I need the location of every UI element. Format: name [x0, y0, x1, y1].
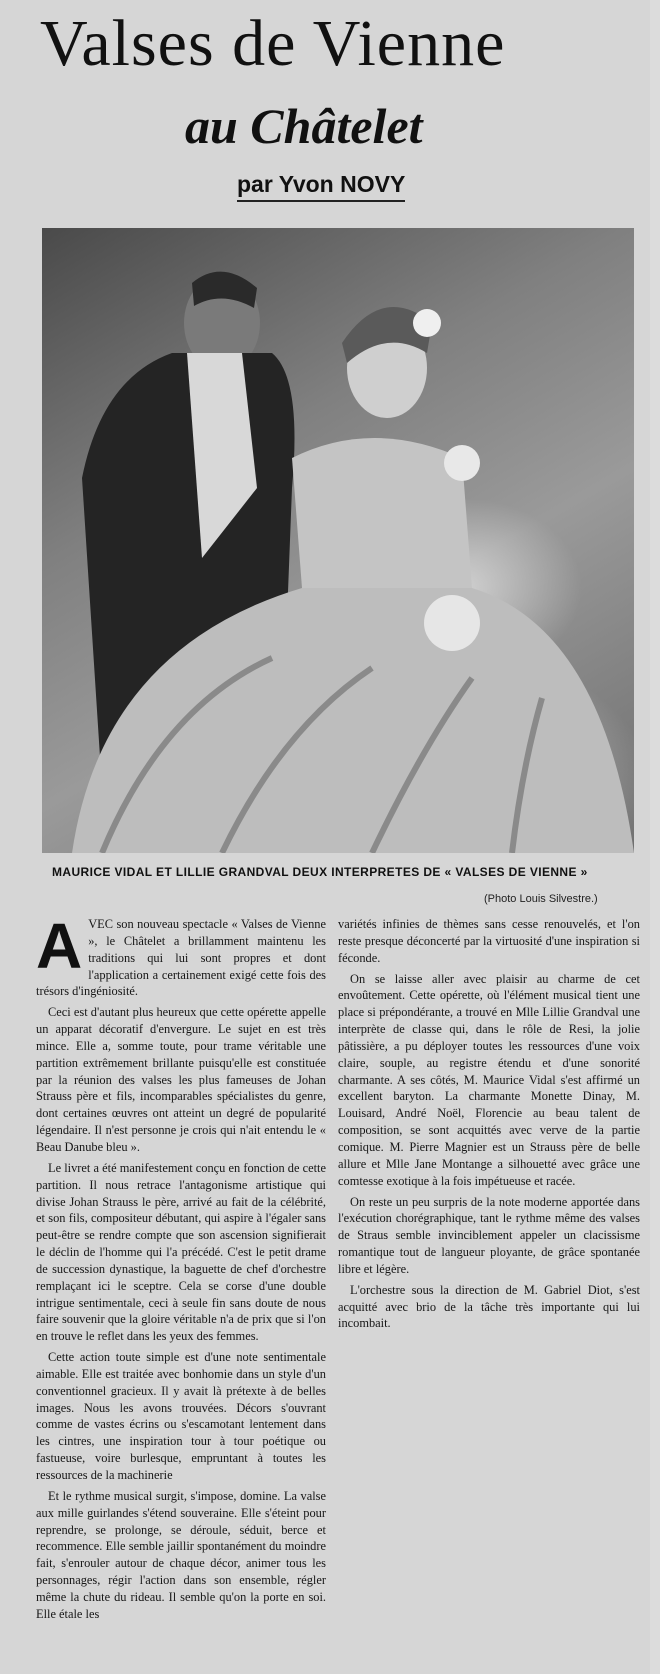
paragraph-2: Ceci est d'autant plus heureux que cette opérette appelle un apparat décoratif d'envergure. Le sujet en est très mince. Elle a, somme toute, pour trame véritable une partition extrêmement brillante puisqu'elle est constituée par la réunion des valses les plus fameuses de Johan Strauss père et fils, incomparables spécialistes du genre, dont certaines œuvres ont atteint un degré de popularité légendaire. Il n'est personne je crois qui n'ait entendu le « Beau Danube bleu ». [36, 1005, 326, 1154]
paragraph-9: L'orchestre sous la direction de M. Gabriel Diot, s'est acquitté avec brio de la tâche très importante qui lui incombait. [338, 1282, 640, 1331]
drop-cap: A [36, 910, 83, 982]
paragraph-6: variétés infinies de thèmes sans cesse renouvelés, et l'on reste presque déconcerté par la virtuosité d'une inspiration si féconde. [338, 917, 640, 965]
paragraph-5: Et le rythme musical surgit, s'impose, domine. La valse aux mille guirlandes s'étend souveraine. Elle s'éteint pour reprendre, se prolonge, se déroule, séduit, berce et recommence. Elle semble jaillir spontanément du moindre fait, s'enrouler autour de chaque décor, animer tous les personnages, régir l'action dans son ensemble, régler même la chute du rideau. Il semble qu'on la porte en soi. Elle étale les [36, 1488, 326, 1621]
flower-bouquet [424, 595, 480, 651]
paragraph-8: On reste un peu surpris de la note moderne apportée dans l'exécution chorégraphique, tant le rythme même des valses de Straus semble invinciblement appeler un clacissisme romantique tout de langueur ployante, de grâce spontanée libre et légère. [338, 1194, 640, 1276]
article-column-right [338, 916, 640, 1336]
article-column-left [36, 910, 326, 1627]
paragraph-4: Cette action toute simple est d'une note sentimentale aimable. Elle est traitée avec bonhomie dans un style d'un conventionnel gracieux. Il y avait là prétexte à de belles images. Nous les avons trouvées. Décors s'ouvrant comme de vastes écrins ou s'escamotant lentement dans les cintres, une inspiration tour à tour poétique ou fastueuse, voire burlesque, empruntant à toutes les ressources de la machinerie [36, 1350, 326, 1482]
article-byline: par Yvon NOVY [237, 170, 405, 202]
article-title: Valses de Vienne [40, 7, 506, 80]
paragraph-text: VEC son nouveau spectacle « Valses de Vienne », le Châtelet a brillamment maintenu les traditions qui lui sont propres et dont l'application a certainement exigé cette fois des trésors d'ingéniosité. [36, 917, 326, 999]
photo-caption: MAURICE VIDAL ET LILLIE GRANDVAL DEUX INTERPRETES DE « VALSES DE VIENNE » [52, 865, 588, 879]
paragraph-1 [36, 910, 326, 1000]
article-subtitle: au Châtelet [185, 98, 423, 154]
paragraph-7: On se laisse aller avec plaisir au charme de cet envoûtement. Cette opérette, où l'élément musical tient une place si prépondérante, a trouvé en Mlle Lillie Grandval une interprète de classe qui, dans le rôle de Resi, la jolie pâtissière, a pu déployer toutes les ressources d'une voix claire, souple, au registre étendu et d'une sonorité charmante. A ses côtés, M. Maurice Vidal s'est affirmé un excellent baryton. La charmante Monette Dinay, M. Louisard, André Noël, Florencie au beau talent de composition, se sont acquittés avec verve de la partie comique. M. Pierre Magnier est un Strauss père de belle allure et Mlle Jane Montange a silhouetté avec grâce une comtesse exotique à la fois impétueuse et racée. [338, 971, 640, 1188]
article-photo [42, 228, 634, 853]
hair-flowers [413, 309, 441, 337]
shoulder-flowers [444, 445, 480, 481]
paragraph-3: Le livret a été manifestement conçu en fonction de cette partition. Il nous retrace l'antagonisme artistique qui divise Johan Strauss le père, arrivé au fait de la célébrité, et son fils, compositeur débutant, qui aspire à l'égaler sans peut-être se rendre compte que son ascension signifierait le déclin de l'homme qui l'a précédé. C'est le petit drame de succession dynastique, la baguette de chef d'orchestre remplaçant ici le sceptre. Cela se corse d'une double intrigue sentimentale, ceci à seule fin sans doute de nous faire souvenir que la gloire véritable n'a de prix que si l'on en trouve le reflet dans les yeux des femmes. [36, 1160, 326, 1344]
photo-illustration [42, 228, 634, 853]
photo-credit: (Photo Louis Silvestre.) [484, 893, 598, 905]
